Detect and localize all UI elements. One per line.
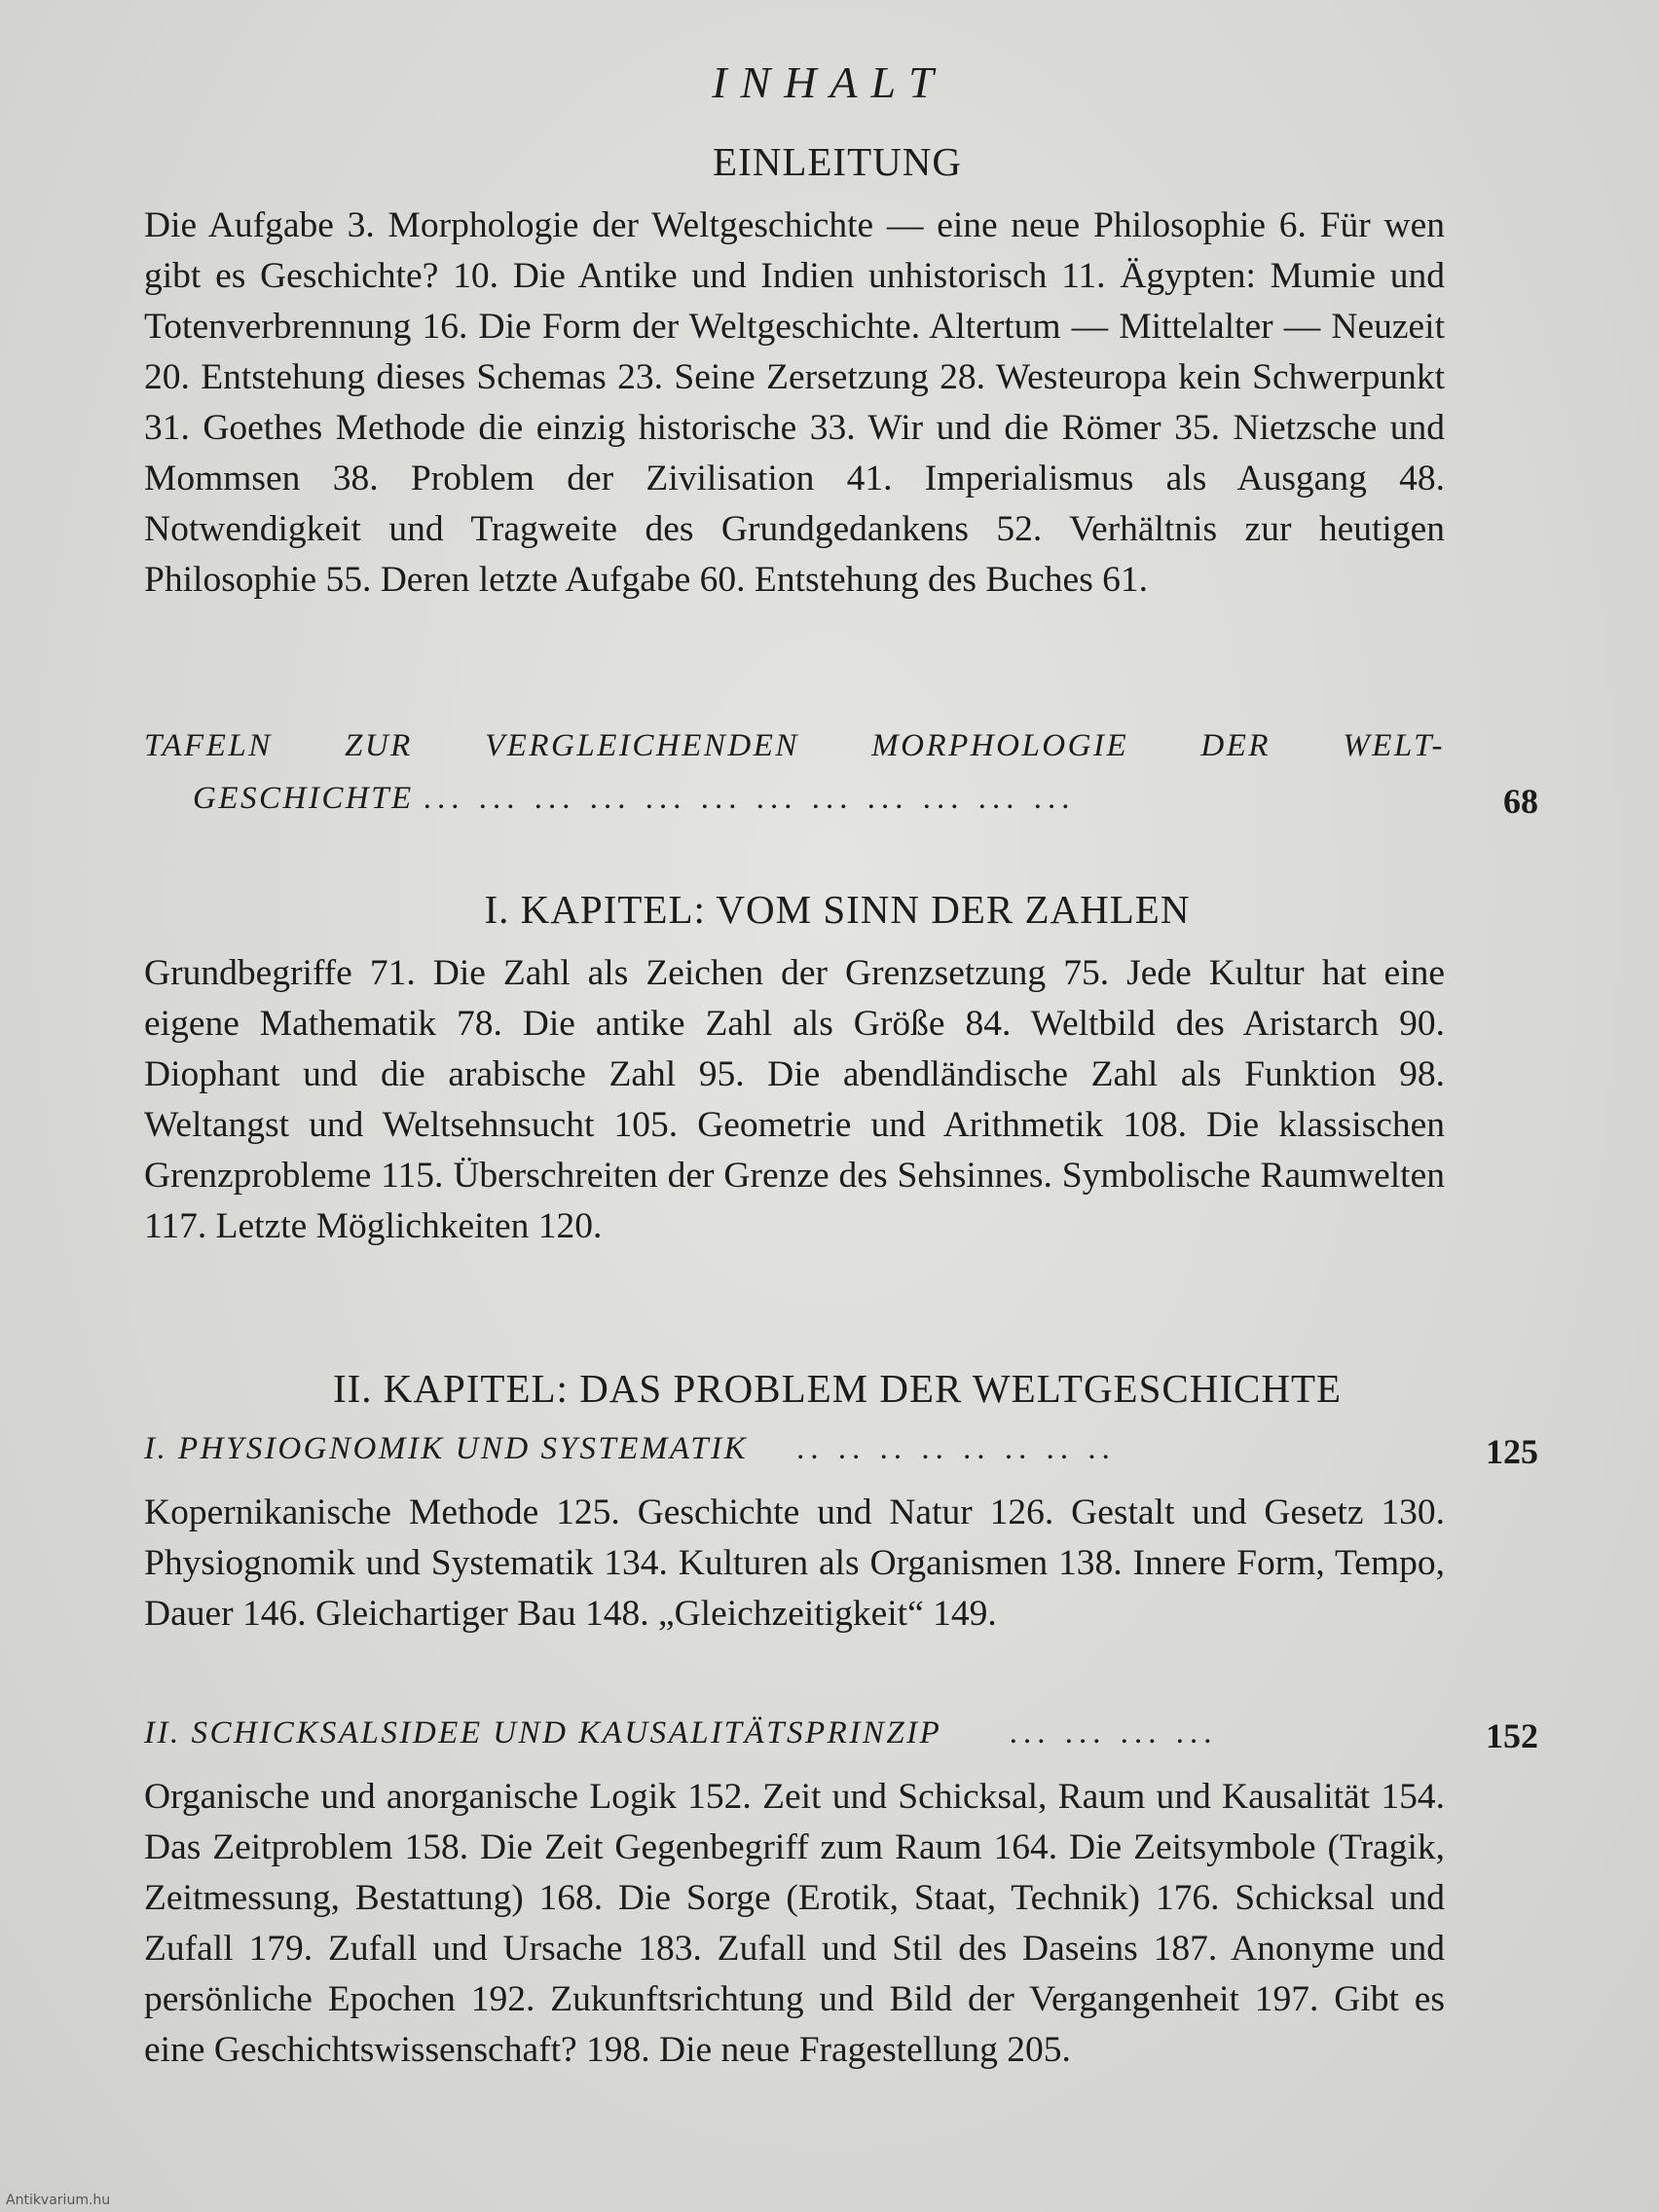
heading-kapitel-2: II. KAPITEL: DAS PROBLEM DER WELTGESCHICHTE — [332, 1366, 1343, 1411]
tafeln-label-line1: TAFELN ZUR VERGLEICHENDEN MORPHOLOGIE DER WELT- — [144, 728, 1445, 763]
page-title: INHALT — [712, 57, 947, 107]
subsection-2-page-number: 152 — [1486, 1716, 1538, 1755]
tafeln-page-number: 68 — [1503, 782, 1538, 821]
subsection-1-label: I. PHYSIOGNOMIK UND SYSTEMATIK — [144, 1431, 749, 1466]
subsection-1-text: Kopernikanische Methode 125. Geschichte und Natur 126. Gestalt und Gesetz 130. Physiognomik und Systematik 134. Kulturen als Organismen 138. Innere Form, Tempo, Dauer 146. Gleichartiger Bau 148. „Gleichzeitigkeit“ 149. — [144, 1493, 1445, 1634]
subsection-2-dots: ... ... ... ... — [1010, 1715, 1219, 1751]
heading-kapitel-1: I. KAPITEL: VOM SINN DER ZAHLEN — [484, 887, 1191, 932]
tafeln-entry — [193, 781, 1449, 817]
subsection-2-text: Organische und anorganische Logik 152. Zeit und Schicksal, Raum und Kausalität 154. Das Zeitproblem 158. Die Zeit Gegenbegriff zum Raum 164. Die Zeitsymbole (Tragik, Zeitmessung, Bestattung) 168. Die Sorge (Erotik, Staat, Technik) 176. Schicksal und Zufall 179. Zufall und Ursache 183. Zufall und Stil des Daseins 187. Anonyme und persönliche Epochen 192. Zukunftsrichtung und Bild der Vergangenheit 197. Gibt es eine Geschichtswissenschaft? 198. Die neue Fragestellung 205. — [144, 1777, 1445, 2070]
subsection-1-entry — [144, 1431, 1542, 1467]
subsection-2-entry — [144, 1715, 1542, 1751]
watermark: Antikvarium.hu — [6, 2193, 111, 2208]
subsection-1-dots: .. .. .. .. .. .. .. .. — [796, 1431, 1117, 1466]
tafeln-label-line2: GESCHICHTE — [193, 781, 414, 816]
tafeln-dots: ... ... ... ... ... ... ... ... ... ... ... ... — [424, 781, 1077, 816]
subsection-2-label: II. SCHICKSALSIDEE UND KAUSALITÄTSPRINZIP — [144, 1715, 941, 1751]
heading-einleitung: EINLEITUNG — [713, 139, 962, 184]
kapitel-1-text: Grundbegriffe 71. Die Zahl als Zeichen der Grenzsetzung 75. Jede Kultur hat eine eigene Mathematik 78. Die antike Zahl als Größe 84. Weltbild des Aristarch 90. Diophant und die arabische Zahl 95. Die abendländische Zahl als Funktion 98. Weltangst und Weltsehnsucht 105. Geometrie und Arithmetik 108. Die klassischen Grenzprobleme 115. Überschreiten der Grenze des Sehsinnes. Symbolische Raumwelten 117. Letzte Möglichkeiten 120. — [144, 953, 1445, 1246]
subsection-1-page-number: 125 — [1486, 1432, 1538, 1471]
einleitung-text: Die Aufgabe 3. Morphologie der Weltgeschichte — eine neue Philosophie 6. Für wen gibt es Geschichte? 10. Die Antike und Indien unhistorisch 11. Ägypten: Mumie und Totenverbrennung 16. Die Form der Weltgeschichte. Altertum — Mittelalter — Neuzeit 20. Entstehung dieses Schemas 23. Seine Zersetzung 28. Westeuropa kein Schwerpunkt 31. Goethes Methode die einzig historische 33. Wir und die Römer 35. Nietzsche und Mommsen 38. Problem der Zivilisation 41. Imperialismus als Ausgang 48. Notwendigkeit und Tragweite des Grundgedankens 52. Verhältnis zur heutigen Philosophie 55. Deren letzte Aufgabe 60. Entstehung des Buches 61. — [144, 205, 1445, 600]
